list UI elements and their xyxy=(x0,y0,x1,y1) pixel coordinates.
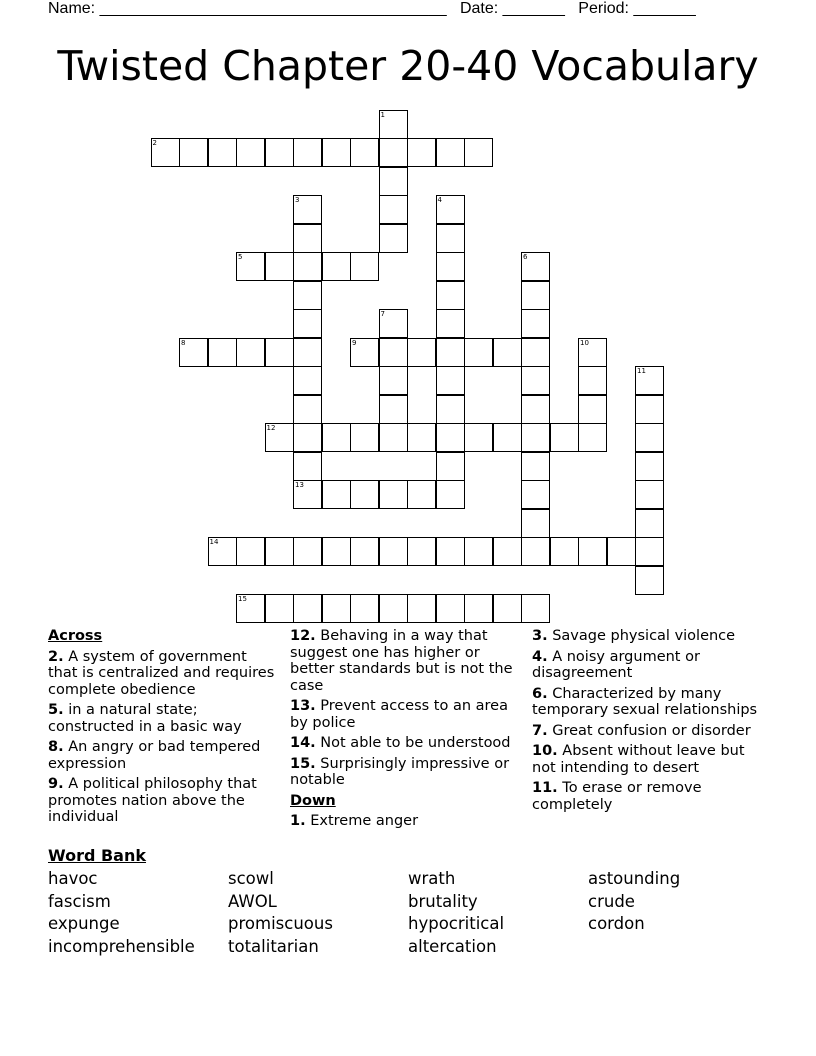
crossword-cell[interactable] xyxy=(293,252,322,281)
crossword-cell[interactable] xyxy=(436,480,465,509)
crossword-cell[interactable] xyxy=(578,366,607,395)
crossword-clue-number: 8 xyxy=(181,338,186,347)
crossword-cell[interactable] xyxy=(635,480,664,509)
crossword-cell[interactable] xyxy=(265,252,294,281)
crossword-clue-number: 9 xyxy=(352,338,357,347)
crossword-cell[interactable] xyxy=(379,224,408,253)
crossword-cell[interactable] xyxy=(322,537,351,566)
crossword-cell[interactable] xyxy=(350,338,379,367)
crossword-cell[interactable] xyxy=(635,452,664,481)
crossword-clue-number: 2 xyxy=(152,139,157,147)
crossword-cell[interactable] xyxy=(265,537,294,566)
crossword-cell[interactable] xyxy=(407,338,436,367)
crossword-cell[interactable] xyxy=(293,138,322,167)
crossword-cell[interactable] xyxy=(293,594,322,623)
crossword-cell[interactable] xyxy=(293,423,322,452)
crossword-cell[interactable] xyxy=(151,138,180,167)
word-bank-column-1 xyxy=(48,868,195,959)
crossword-cell[interactable] xyxy=(521,423,550,452)
crossword-cell[interactable] xyxy=(521,594,550,623)
crossword-cell[interactable] xyxy=(379,366,408,395)
crossword-cell[interactable] xyxy=(436,338,465,367)
crossword-cell[interactable] xyxy=(635,395,664,424)
crossword-cell[interactable] xyxy=(493,423,522,452)
crossword-cell[interactable] xyxy=(179,138,208,167)
crossword-cell[interactable] xyxy=(293,537,322,566)
crossword-clue-number: 7 xyxy=(380,310,385,318)
crossword-clue-number: 14 xyxy=(209,538,219,546)
crossword-cell[interactable] xyxy=(350,480,379,509)
crossword-cell[interactable] xyxy=(493,537,522,566)
crossword-cell[interactable] xyxy=(578,338,607,367)
crossword-cell[interactable] xyxy=(379,167,408,196)
crossword-clue-number: 12 xyxy=(266,424,276,432)
word-bank-item: wrath xyxy=(408,869,456,888)
word-bank-item: scowl xyxy=(228,869,274,888)
crossword-cell[interactable] xyxy=(578,537,607,566)
crossword-cell[interactable] xyxy=(436,594,465,623)
crossword-cell[interactable] xyxy=(550,423,579,452)
crossword-cell[interactable] xyxy=(436,395,465,424)
crossword-cell[interactable] xyxy=(350,252,379,281)
word-bank-item: AWOL xyxy=(228,891,277,911)
crossword-cell[interactable] xyxy=(521,537,550,566)
word-bank-item: incomprehensible xyxy=(48,937,195,957)
crossword-cell[interactable] xyxy=(464,537,493,566)
crossword-cell[interactable] xyxy=(293,366,322,395)
crossword-cell[interactable] xyxy=(236,138,265,167)
crossword-cell[interactable] xyxy=(265,594,294,623)
crossword-cell[interactable] xyxy=(293,480,322,509)
crossword-cell[interactable] xyxy=(436,309,465,338)
crossword-cell[interactable] xyxy=(436,452,465,481)
crossword-cell[interactable] xyxy=(293,224,322,253)
crossword-cell[interactable] xyxy=(379,309,408,338)
crossword-cell[interactable] xyxy=(407,537,436,566)
crossword-cell[interactable] xyxy=(521,252,550,281)
word-bank-column-2 xyxy=(228,868,333,959)
crossword-clue-number: 6 xyxy=(523,253,528,261)
crossword-cell[interactable] xyxy=(236,537,265,566)
crossword-cell[interactable] xyxy=(521,509,550,538)
word-bank-heading: Word Bank xyxy=(48,846,147,865)
crossword-cell[interactable] xyxy=(208,138,237,167)
crossword-cell[interactable] xyxy=(293,338,322,367)
crossword-cell[interactable] xyxy=(379,537,408,566)
crossword-cell[interactable] xyxy=(379,395,408,424)
crossword-cell[interactable] xyxy=(322,252,351,281)
across-clue-14: 14. Not able to be understood xyxy=(290,735,511,751)
down-clue-3: 3. Savage physical violence xyxy=(532,628,736,644)
crossword-cell[interactable] xyxy=(407,138,436,167)
clues-column-3 xyxy=(532,628,762,817)
crossword-cell[interactable] xyxy=(578,395,607,424)
down-clue-7: 7. Great confusion or disorder xyxy=(532,722,751,739)
crossword-cell[interactable] xyxy=(521,281,550,310)
crossword-cell[interactable] xyxy=(550,537,579,566)
crossword-cell[interactable] xyxy=(436,366,465,395)
crossword-cell[interactable] xyxy=(521,480,550,509)
crossword-cell[interactable] xyxy=(208,537,237,566)
crossword-cell[interactable] xyxy=(521,338,550,367)
crossword-cell[interactable] xyxy=(379,110,408,139)
crossword-cell[interactable] xyxy=(635,509,664,538)
crossword-cell[interactable] xyxy=(293,195,322,224)
crossword-cell[interactable] xyxy=(236,338,265,367)
crossword-cell[interactable] xyxy=(635,566,664,595)
crossword-cell[interactable] xyxy=(521,309,550,338)
word-bank-item: hypocritical xyxy=(408,914,505,934)
crossword-cell[interactable] xyxy=(521,395,550,424)
word-bank-column-3 xyxy=(408,868,504,959)
across-clue-15: 15. Surprisingly impressive or notable xyxy=(290,755,510,788)
crossword-cell[interactable] xyxy=(236,252,265,281)
crossword-cell[interactable] xyxy=(350,537,379,566)
crossword-cell[interactable] xyxy=(265,138,294,167)
across-heading: Across xyxy=(48,628,103,644)
crossword-cell[interactable] xyxy=(379,423,408,452)
crossword-cell[interactable] xyxy=(379,195,408,224)
clues-column-1 xyxy=(48,628,278,830)
name-label: Name: xyxy=(48,0,100,17)
crossword-cell[interactable] xyxy=(521,366,550,395)
down-heading: Down xyxy=(290,792,336,809)
crossword-cell[interactable] xyxy=(322,423,351,452)
word-bank-item: brutality xyxy=(408,891,478,911)
crossword-cell[interactable] xyxy=(179,338,208,367)
crossword-cell[interactable] xyxy=(236,594,265,623)
crossword-cell[interactable] xyxy=(436,138,465,167)
crossword-cell[interactable] xyxy=(464,138,493,167)
crossword-clue-number: 5 xyxy=(238,253,243,261)
period-label: Period: xyxy=(578,0,634,17)
student-info-line xyxy=(48,0,696,18)
crossword-cell[interactable] xyxy=(293,309,322,338)
crossword-cell[interactable] xyxy=(293,281,322,310)
word-bank-item: altercation xyxy=(408,937,497,957)
crossword-cell[interactable] xyxy=(436,281,465,310)
crossword-cell[interactable] xyxy=(635,537,664,566)
crossword-cell[interactable] xyxy=(350,138,379,167)
crossword-clue-number: 13 xyxy=(295,481,304,489)
across-clue-12: 12. Behaving in a way that suggest one has higher or better standards but is not the case xyxy=(290,628,513,694)
crossword-clue-number: 10 xyxy=(580,338,589,347)
down-clue-4: 4. A noisy argument or disagreement xyxy=(532,648,700,681)
name-blank[interactable]: _______________________________________ xyxy=(99,0,447,17)
crossword-cell[interactable] xyxy=(607,537,636,566)
crossword-cell[interactable] xyxy=(379,338,408,367)
across-clue-5: 5. in a natural state; constructed in a basic way xyxy=(48,702,242,735)
down-clue-11: 11. To erase or remove completely xyxy=(532,780,702,813)
across-clue-9: 9. A political philosophy that promotes nation above the individual xyxy=(48,776,257,825)
word-bank-item: promiscuous xyxy=(228,914,333,934)
crossword-cell[interactable] xyxy=(578,423,607,452)
crossword-clue-number: 4 xyxy=(437,196,442,204)
date-label: Date: xyxy=(459,0,503,17)
word-bank-item: totalitarian xyxy=(228,937,319,957)
period-blank[interactable]: _______ xyxy=(633,0,696,17)
crossword-cell[interactable] xyxy=(265,338,294,367)
crossword-cell[interactable] xyxy=(436,195,465,224)
across-clue-8: 8. An angry or bad tempered expression xyxy=(48,739,261,772)
word-bank-item: fascism xyxy=(48,891,111,911)
crossword-cell[interactable] xyxy=(436,537,465,566)
crossword-cell[interactable] xyxy=(407,594,436,623)
crossword-cell[interactable] xyxy=(208,338,237,367)
crossword-cell[interactable] xyxy=(293,395,322,424)
across-clue-2: 2. A system of government that is centralized and requires complete obedience xyxy=(48,648,275,698)
clues-column-2 xyxy=(290,628,520,834)
crossword-cell[interactable] xyxy=(464,338,493,367)
word-bank-item: crude xyxy=(588,891,635,911)
crossword-cell[interactable] xyxy=(322,594,351,623)
crossword-cell[interactable] xyxy=(322,138,351,167)
crossword-cell[interactable] xyxy=(493,594,522,623)
crossword-cell[interactable] xyxy=(436,224,465,253)
down-clue-1: 1. Extreme anger xyxy=(290,813,419,829)
down-clue-10: 10. Absent without leave but not intending to desert xyxy=(532,743,745,776)
crossword-cell[interactable] xyxy=(493,338,522,367)
crossword-cell[interactable] xyxy=(436,252,465,281)
crossword-cell[interactable] xyxy=(350,594,379,623)
crossword-clue-number: 15 xyxy=(238,595,247,603)
crossword-cell[interactable] xyxy=(322,480,351,509)
crossword-clue-number: 1 xyxy=(380,110,385,119)
crossword-cell[interactable] xyxy=(379,138,408,167)
crossword-cell[interactable] xyxy=(464,594,493,623)
crossword-cell[interactable] xyxy=(464,423,493,452)
crossword-clue-number: 3 xyxy=(295,196,300,204)
word-bank-column-4 xyxy=(588,868,680,936)
crossword-cell[interactable] xyxy=(635,366,664,395)
crossword-cell[interactable] xyxy=(407,480,436,509)
word-bank-item: astounding xyxy=(588,869,681,888)
crossword-cell[interactable] xyxy=(350,423,379,452)
crossword-cell[interactable] xyxy=(265,423,294,452)
date-blank[interactable]: _______ xyxy=(502,0,565,17)
word-bank-item: expunge xyxy=(48,914,120,934)
crossword-cell[interactable] xyxy=(635,423,664,452)
crossword-cell[interactable] xyxy=(379,594,408,623)
word-bank-item: havoc xyxy=(48,869,98,888)
down-clue-6: 6. Characterized by many temporary sexual relationships xyxy=(532,685,758,718)
across-clue-13: 13. Prevent access to an area by police xyxy=(290,698,508,731)
crossword-clue-number: 11 xyxy=(637,367,646,375)
crossword-cell[interactable] xyxy=(293,452,322,481)
crossword-cell[interactable] xyxy=(379,480,408,509)
word-bank-item: cordon xyxy=(588,914,645,934)
page-title: Twisted Chapter 20-40 Vocabulary xyxy=(57,42,759,90)
crossword-cell[interactable] xyxy=(521,452,550,481)
crossword-cell[interactable] xyxy=(436,423,465,452)
crossword-cell[interactable] xyxy=(407,423,436,452)
